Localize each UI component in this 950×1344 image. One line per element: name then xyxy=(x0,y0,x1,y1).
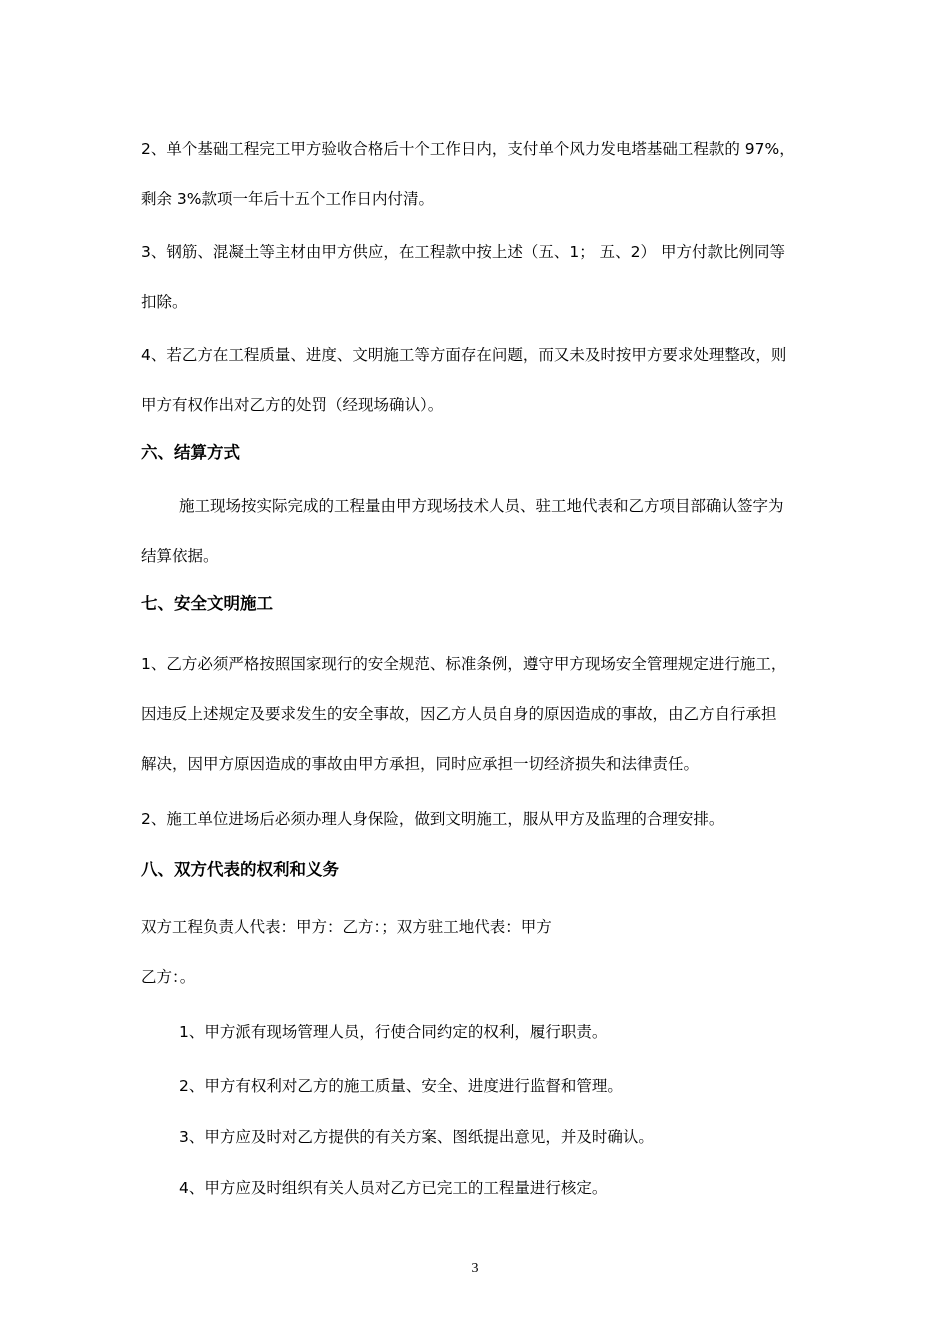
paragraph-line: 双方工程负责人代表：甲方：乙方：；双方驻工地代表：甲方 xyxy=(141,918,552,936)
section-heading: 七、安全文明施工 xyxy=(141,594,273,613)
paragraph-line: 2、单个基础工程完工甲方验收合格后十个工作日内，支付单个风力发电塔基础工程款的 97%， xyxy=(141,140,795,158)
paragraph-line: 扣除。 xyxy=(141,293,188,311)
list-item: 1、甲方派有现场管理人员，行使合同约定的权利，履行职责。 xyxy=(179,1023,608,1041)
list-item: 4、甲方应及时组织有关人员对乙方已完工的工程量进行核定。 xyxy=(179,1179,608,1197)
paragraph-line: 甲方有权作出对乙方的处罚（经现场确认）。 xyxy=(141,396,444,414)
paragraph-line: 施工现场按实际完成的工程量由甲方现场技术人员、驻工地代表和乙方项目部确认签字为 xyxy=(179,497,784,515)
paragraph-line: 乙方：。 xyxy=(141,968,196,986)
paragraph-line: 4、若乙方在工程质量、进度、文明施工等方面存在问题，而又未及时按甲方要求处理整改，则 xyxy=(141,346,787,364)
section-heading: 八、双方代表的权利和义务 xyxy=(141,860,339,879)
paragraph-line: 1、乙方必须严格按照国家现行的安全规范、标准条例，遵守甲方现场安全管理规定进行施工， xyxy=(141,655,787,673)
paragraph-line: 2、施工单位进场后必须办理人身保险，做到文明施工，服从甲方及监理的合理安排。 xyxy=(141,810,725,828)
paragraph-line: 3、钢筋、混凝土等主材由甲方供应，在工程款中按上述（五、1； 五、2） 甲方付款比例同等 xyxy=(141,243,785,261)
paragraph-line: 因违反上述规定及要求发生的安全事故，因乙方人员自身的原因造成的事故，由乙方自行承担 xyxy=(141,705,777,723)
list-item: 2、甲方有权利对乙方的施工质量、安全、进度进行监督和管理。 xyxy=(179,1077,623,1095)
page-number: 3 xyxy=(471,1261,479,1276)
paragraph-line: 结算依据。 xyxy=(141,547,219,565)
paragraph-line: 解决，因甲方原因造成的事故由甲方承担，同时应承担一切经济损失和法律责任。 xyxy=(141,755,700,773)
list-item: 3、甲方应及时对乙方提供的有关方案、图纸提出意见，并及时确认。 xyxy=(179,1128,654,1146)
section-heading: 六、结算方式 xyxy=(141,443,240,462)
paragraph-line: 剩余 3%款项一年后十五个工作日内付清。 xyxy=(141,190,435,208)
